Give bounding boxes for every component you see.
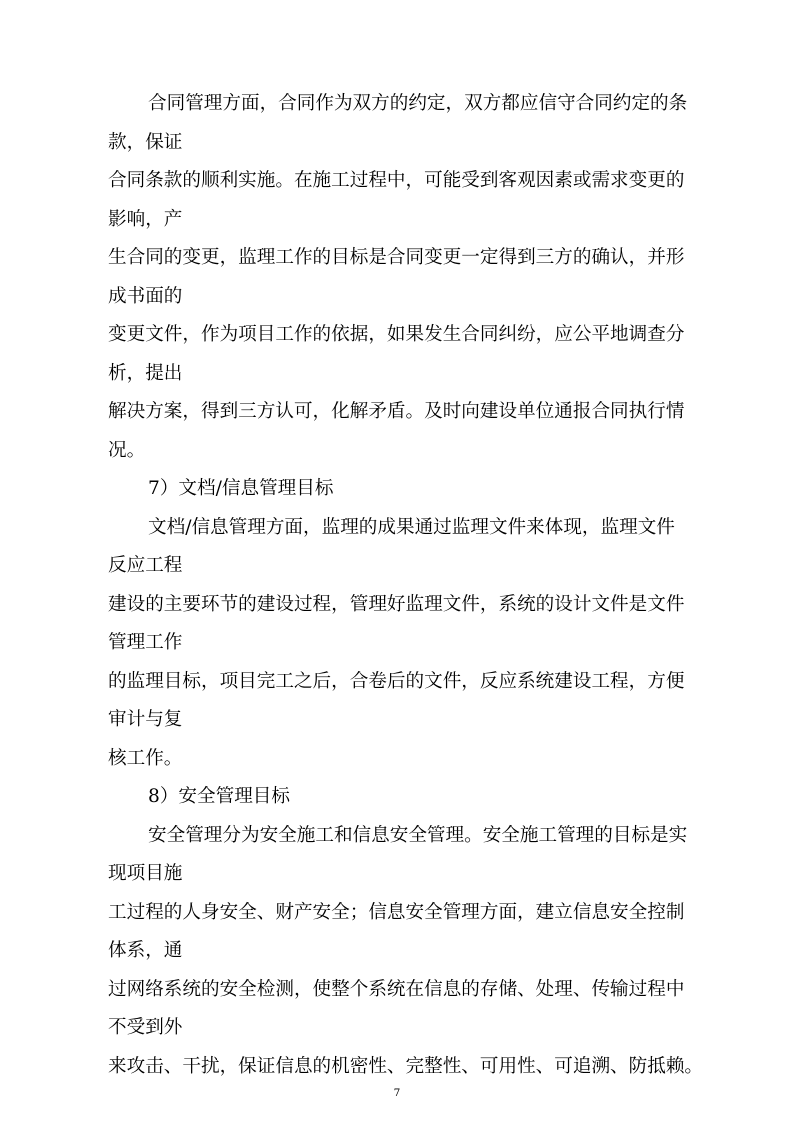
text-line: 变更文件，作为项目工作的依据，如果发生合同纠纷，应公平地调查分 [108,324,685,345]
text-line: 管理工作 [108,632,183,653]
text-line: 建设的主要环节的建设过程，管理好监理文件，系统的设计文件是文件 [108,593,685,615]
text-line: 生合同的变更，监理工作的目标是合同变更一定得到三方的确认，并形 [108,247,685,268]
text-line: 文档/信息管理方面，监理的成果通过监理文件来体现，监理文件 [148,516,675,538]
text-line: 7）文档/信息管理目标 [148,478,334,499]
text-line: 核工作。 [108,747,183,769]
text-line: 审计与复 [108,709,183,730]
text-line: 析，提出 [108,362,183,384]
text-line: 工过程的人身安全、财产安全；信息安全管理方面，建立信息安全控制 [108,901,685,923]
text-line: 8）安全管理目标 [148,786,290,807]
text-line: 影响，产 [108,208,183,230]
text-line: 成书面的 [108,285,183,307]
text-line: 款，保证 [108,131,183,153]
text-line: 况。 [108,439,146,461]
page-number: 7 [393,1087,401,1099]
text-line: 的监理目标，项目完工之后，合卷后的文件，反应系统建设工程，方便 [108,670,685,692]
text-line: 合同条款的顺利实施。在施工过程中，可能受到客观因素或需求变更的 [108,170,685,191]
text-line: 现项目施 [108,863,183,884]
text-line: 体系，通 [108,940,183,961]
text-line: 反应工程 [108,555,183,576]
text-line: 安全管理分为安全施工和信息安全管理。安全施工管理的目标是实 [148,824,688,846]
document-body [108,85,708,1086]
text-line: 来攻击、干扰，保证信息的机密性、完整性、可用性、可追溯、防抵赖。 [108,1055,704,1077]
text-line: 过网络系统的安全检测，使整个系统在信息的存储、处理、传输过程中 [108,978,685,1000]
text-line: 合同管理方面，合同作为双方的约定，双方都应信守合同约定的条 [148,93,688,114]
text-line: 不受到外 [108,1017,183,1038]
text-line: 解决方案，得到三方认可，化解矛盾。及时向建设单位通报合同执行情 [108,401,685,422]
